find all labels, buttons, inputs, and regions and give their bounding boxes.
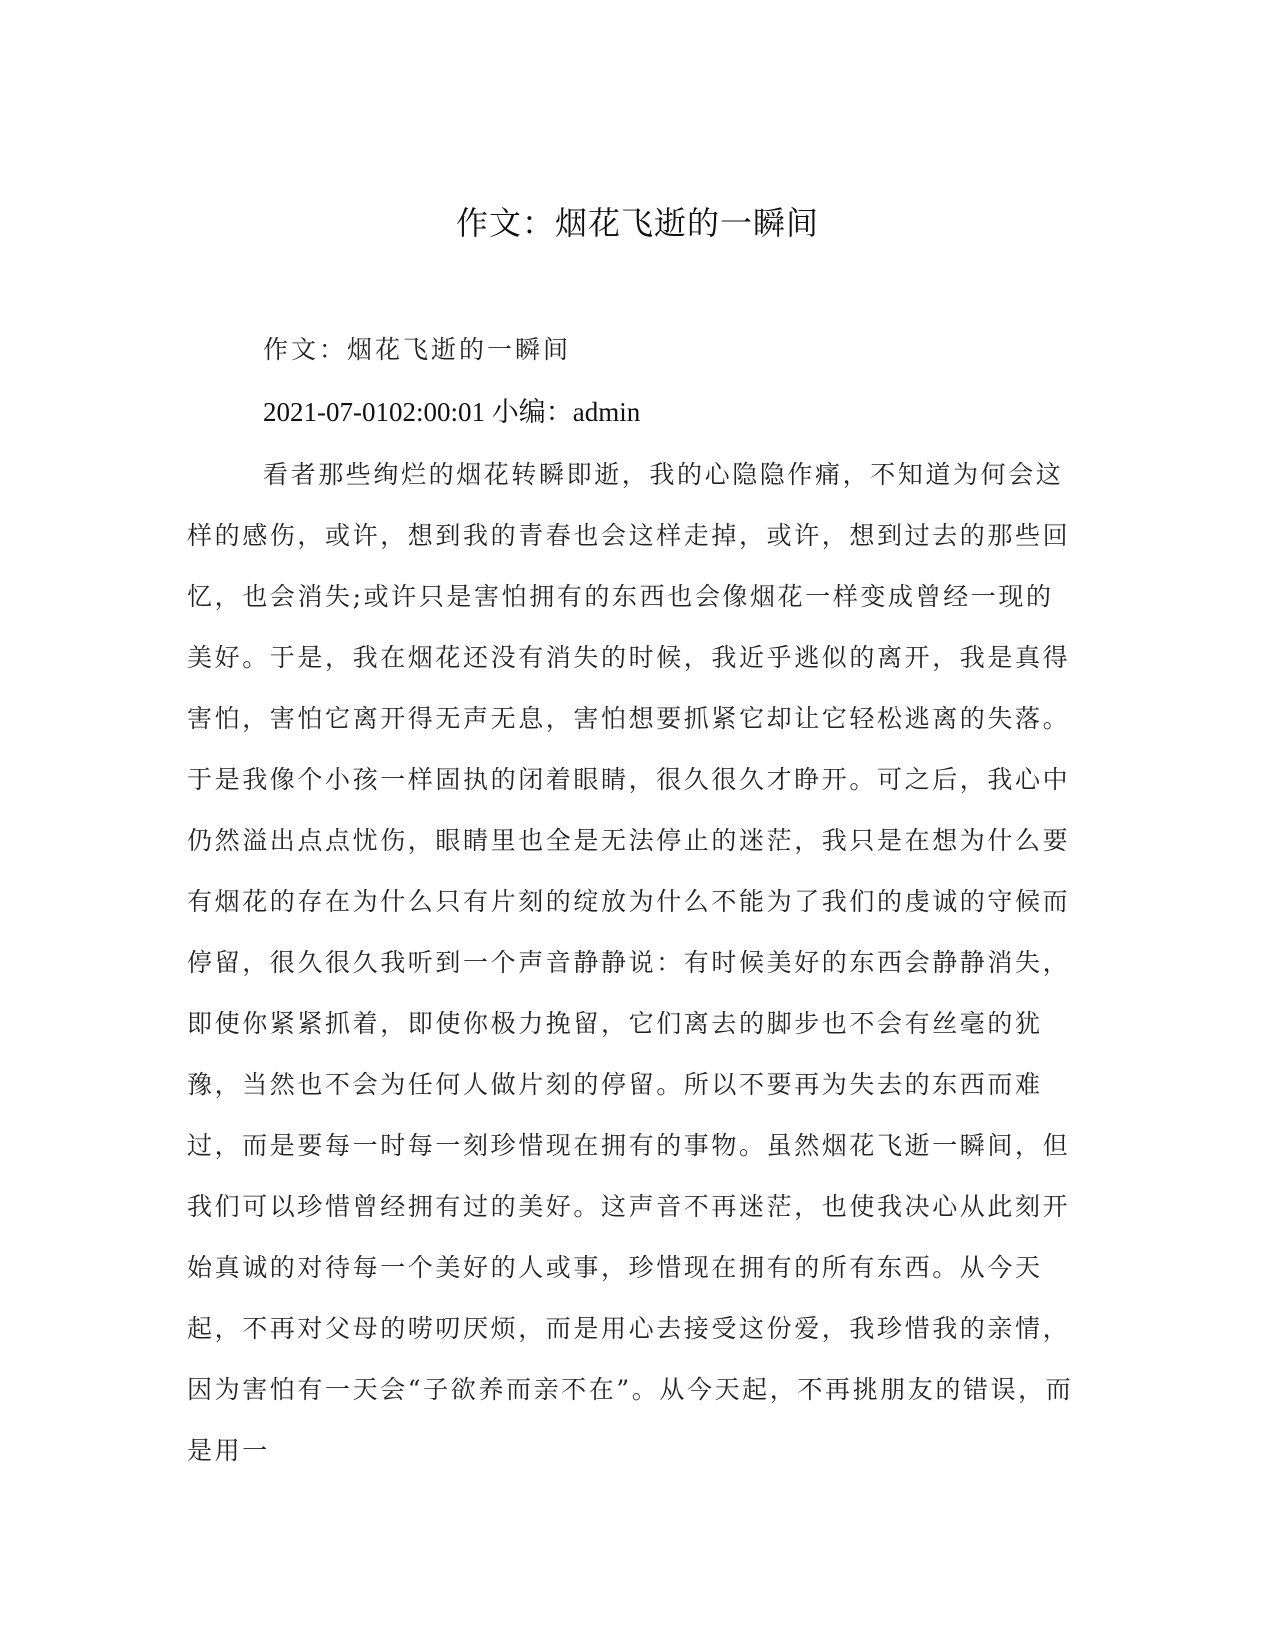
document-title: 作文：烟花飞逝的一瞬间 [455, 204, 819, 242]
document-subtitle: 作文：烟花飞逝的一瞬间 [263, 335, 572, 364]
document-meta: 2021-07-0102:00:01 小编：admin [263, 397, 641, 427]
document-body-paragraph: 看者那些绚烂的烟花转瞬即逝，我的心隐隐作痛，不知道为何会这样的感伤，或许，想到我的青春也会这样走掉，或许，想到过去的那些回忆，也会消失;或许只是害怕拥有的东西也会像烟花一样变成曾经一现的美好。于是，我在烟花还没有消失的时候，我近乎逃似的离开，我是真得害怕，害怕它离开得无声无息，害怕想要抓紧它却让它轻松逃离的失落。于是我像个小孩一样固执的闭着眼睛，很久很久才睁开。可之后，我心中仍然溢出点点忧伤，眼睛里也全是无法停止的迷茫，我只是在想为什么要有烟花的存在为什么只有片刻的绽放为什么不能为了我们的虔诚的守候而停留，很久很久我听到一个声音静静说：有时候美好的东西会静静消失，即使你紧紧抓着，即使你极力挽留，它们离去的脚步也不会有丝毫的犹豫，当然也不会为任何人做片刻的停留。所以不要再为失去的东西而难过，而是要每一时每一刻珍惜现在拥有的事物。虽然烟花飞逝一瞬间，但我们可以珍惜曾经拥有过的美好。这声音不再迷茫，也使我决心从此刻开始真诚的对待每一个美好的人或事，珍惜现在拥有的所有东西。从今天起，不再对父母的唠叨厌烦，而是用心去接受这份爱，我珍惜我的亲情，因为害怕有一天会“子欲养而亲不在”。从今天起，不再挑朋友的错误，而是用一 [187, 460, 1074, 1465]
